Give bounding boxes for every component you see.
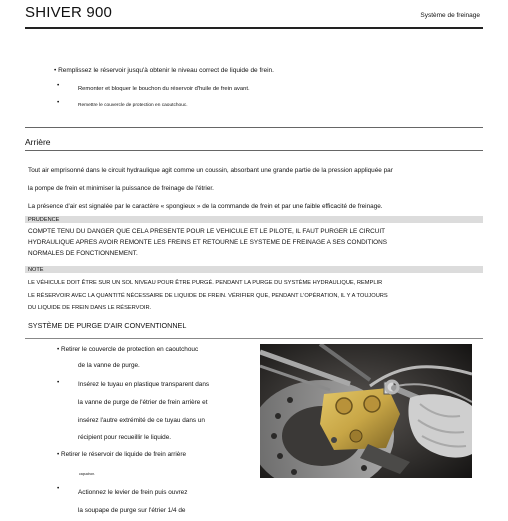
step-actuate-lever: Actionnez le levier de frein puis ouvrez (78, 489, 188, 496)
bullet-icon: • (57, 485, 60, 492)
section-divider-bottom (25, 150, 483, 151)
brake-caliper-photo (260, 344, 472, 478)
caution-text-line: NORMALES DE FONCTIONNEMENT. (28, 250, 138, 257)
step-remove-cover: • Retirer le couvercle de protection en caoutchouc (57, 346, 199, 353)
step-remove-reservoir-cap: • Retirer le réservoir de liquide de frein arrière (57, 451, 187, 458)
intro-item-refit-cap: Remonter et bloquer le bouchon du réservoir d'huile de frein avant. (78, 86, 250, 92)
note-label: NOTE (28, 266, 44, 273)
intro-item-fill-reservoir: • Remplissez le réservoir jusqu'à obtenir le niveau correct de liquide de frein. (54, 67, 274, 74)
header-divider (25, 27, 483, 29)
paragraph-air-line2: la pompe de frein et minimiser la puissance de freinage de l'étrier. (28, 185, 214, 192)
note-band (25, 266, 483, 273)
page-title: SHIVER 900 (25, 4, 113, 21)
note-text-line: LE RÉSERVOIR AVEC LA QUANTITÉ NÉCESSAIRE DE LIQUIDE DE FREIN. VÉRIFIER QUE, PENDANT L'OPÉRATION, IL Y A TOUJOURS (28, 292, 388, 299)
step-open-bleed-valve: la soupape de purge sur l'étrier 1/4 de (78, 507, 186, 514)
step-insert-hose-line: la vanne de purge de l'étrier de frein arrière et (78, 399, 208, 406)
caution-text-line: COMPTE TENU DU DANGER QUE CELA PRESENTE POUR LE VEHICULE ET LE PILOTE, IL FAUT PURGER LE CIRCUIT (28, 228, 386, 235)
bullet-icon: • (57, 82, 60, 89)
section-title: Arrière (25, 137, 51, 147)
caution-label: PRUDENCE (28, 216, 60, 223)
step-insert-hose-line: récipient pour recueillir le liquide. (78, 434, 172, 441)
step-remove-cover-cont: de la vanne de purge. (78, 362, 140, 369)
section-divider-top (25, 127, 483, 128)
caution-text-line: HYDRAULIQUE APRES AVOIR REMONTE LES FREINS ET RETOURNE LE SYSTEME DE FREINAGE A SES CONDITIONS (28, 239, 388, 246)
step-insert-hose-line: insérez l'autre extrémité de ce tuyau dans un (78, 417, 205, 424)
bullet-icon: • (57, 99, 60, 106)
note-text-line: DU LIQUIDE DE FREIN DANS LE RÉSERVOIR. (28, 305, 152, 311)
paragraph-spongy: La présence d'air est signalée par le caractère « spongieux » de la commande de frein et par une faible efficacité de freinage. (28, 203, 383, 210)
section-header: Système de freinage (420, 12, 480, 19)
caution-band (25, 216, 483, 223)
note-text-line: LE VÉHICULE DOIT ÊTRE SUR UN SOL NIVEAU POUR ÊTRE PURGÉ. PENDANT LA PURGE DU SYSTÈME HYDRAULIQUE, REMPLIR (28, 280, 383, 286)
procedure-heading: SYSTÈME DE PURGE D'AIR CONVENTIONNEL (28, 321, 187, 330)
brake-caliper-illustration (260, 344, 472, 478)
procedure-divider (25, 338, 483, 339)
step-remove-reservoir-cap-cont: capuchon. (79, 472, 96, 476)
intro-item-refit-cover: Remettre le couvercle de protection en caoutchouc. (78, 103, 188, 108)
bullet-icon: • (57, 379, 60, 386)
paragraph-air-line1: Tout air emprisonné dans le circuit hydraulique agit comme un coussin, absorbant une grande partie de la pression appliquée par (28, 167, 393, 174)
step-insert-hose-line: Insérez le tuyau en plastique transparent dans (78, 381, 210, 388)
